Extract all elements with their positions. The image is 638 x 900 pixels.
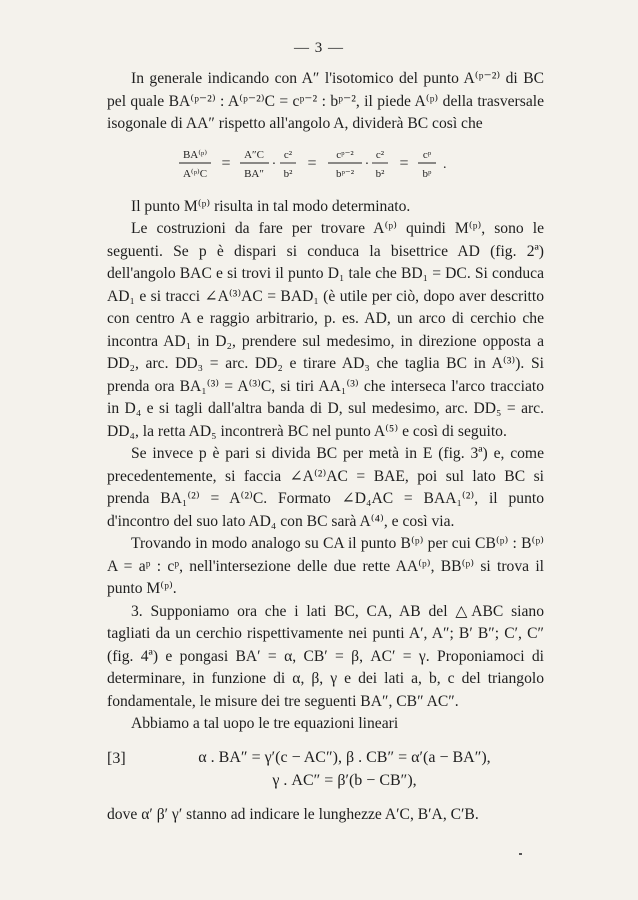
page-number: — 3 — xyxy=(294,40,344,56)
ratio-term2-numerator: A″C xyxy=(244,148,264,161)
paragraph-closing: dove α′ β′ γ′ stanno ad indicare le lunghezze A′C, B′A, C′B. xyxy=(107,805,479,823)
ratio-term1-numerator: BA⁽ᵖ⁾ xyxy=(182,148,208,161)
equals-sign-3: = xyxy=(399,154,409,172)
paragraph-linear-equations-intro: Abbiamo a tal uopo le tre equazioni lineari xyxy=(131,715,399,732)
ratio-formula xyxy=(107,142,544,192)
ratio-term6-denominator: bᵖ xyxy=(422,167,432,180)
equation-number: [3] xyxy=(107,749,126,767)
ratio-term3-numerator: c² xyxy=(283,148,293,161)
equation-line-1: α . BA″ = γ′(c − AC″), β . CB″ = α′(a − BA″), xyxy=(198,748,491,766)
equals-sign-2: = xyxy=(307,154,317,172)
ratio-term1-denominator: A⁽ᵖ⁾C xyxy=(182,167,208,180)
equals-sign-1: = xyxy=(221,154,231,172)
ratio-term2-denominator: BA″ xyxy=(244,167,264,180)
page-body xyxy=(107,68,544,826)
equation-block-3 xyxy=(107,746,544,794)
paragraph-even-case: Se invece p è pari si divida BC per metà in E (fig. 3ª) e, come precedentemente, si faccia ∠A⁽²⁾AC = BAE, poi sul lato BC si prenda BA₁⁽²⁾ = A⁽²⁾C. Formato ∠D₄AC = BAA₁⁽²⁾, il punto d'incontro del suo lato AD₄ con BC sarà A⁽⁴⁾, e così via. xyxy=(107,445,544,530)
ratio-term4-denominator: bᵖ⁻² xyxy=(335,167,355,180)
paragraph-point-determined: Il punto M⁽ᵖ⁾ risulta in tal modo determinato. xyxy=(131,197,411,215)
paragraph-constructions: Le costruzioni da fare per trovare A⁽ᵖ⁾ quindi M⁽ᵖ⁾, sono le seguenti. Se p è dispari si conduca la bisettrice AD (fig. 2ª) dell'angolo BAC e si trovi il punto D₁ tale che BD₁ = DC. Si conduca AD₁ e si tracci ∠A⁽³⁾AC = BAD₁ (è utile per ciò, dopo aver descritto con centro A e raggio arbitrario, p. es. AD, un arco di cerchio che incontra AD₁ in D₂, prendere sul medesimo, in direzione opposta a DD₂, arc. DD₃ = arc. DD₂ e tirare AD₃ che taglia BC in A⁽³⁾). Si prenda ora BA₁⁽³⁾ = A⁽³⁾C, si tiri AA₁⁽³⁾ che interseca l'arco tracciato in D₄ e si tagli dall'altra banda di D, sul medesimo, arc. DD₅ = arc. DD₄, la retta AD₅ incontrerà BC nel punto A⁽⁵⁾ e così di seguito. xyxy=(107,220,544,440)
ratio-term3-denominator: b² xyxy=(283,167,293,180)
ratio-term5-numerator: c² xyxy=(375,148,385,161)
ratio-term5-denominator: b² xyxy=(375,167,385,180)
dot-sign-1: · xyxy=(271,156,277,172)
formula-end-period: . xyxy=(443,156,447,172)
ratio-term6-numerator: cᵖ xyxy=(422,148,432,161)
ink-speck xyxy=(519,853,522,855)
paragraph-analogous: Trovando in modo analogo su CA il punto B⁽ᵖ⁾ per cui CB⁽ᵖ⁾ : B⁽ᵖ⁾A = aᵖ : cᵖ, nell'intersezione delle due rette AA⁽ᵖ⁾, BB⁽ᵖ⁾ si trova il punto M⁽ᵖ⁾. xyxy=(107,535,544,597)
paragraph-section-3: 3. Supponiamo ora che i lati BC, CA, AB del △ABC siano tagliati da un cerchio rispettivamente nei punti A′, A″; B′ B″; C′, C″ (fig. 4ª) e pongasi BA′ = α, CB′ = β, AC′ = γ. Proponiamoci di determinare, in funzione di α, β, γ e dei lati a, b, c del triangolo fondamentale, le misure dei tre seguenti BA″, CB″ AC″. xyxy=(107,602,544,710)
paragraph-isotomic: In generale indicando con A″ l'isotomico del punto A⁽ᵖ⁻²⁾ di BC pel quale BA⁽ᵖ⁻²⁾ : A⁽ᵖ⁻²⁾C = cᵖ⁻² : bᵖ⁻², il piede A⁽ᵖ⁾ della trasversale isogonale di AA″ rispetto all'angolo A, dividerà BC così che xyxy=(107,70,544,132)
dot-sign-2: · xyxy=(364,156,370,172)
equation-line-2: γ . AC″ = β′(b − CB″), xyxy=(272,771,417,789)
ratio-term4-numerator: cᵖ⁻² xyxy=(336,148,354,161)
